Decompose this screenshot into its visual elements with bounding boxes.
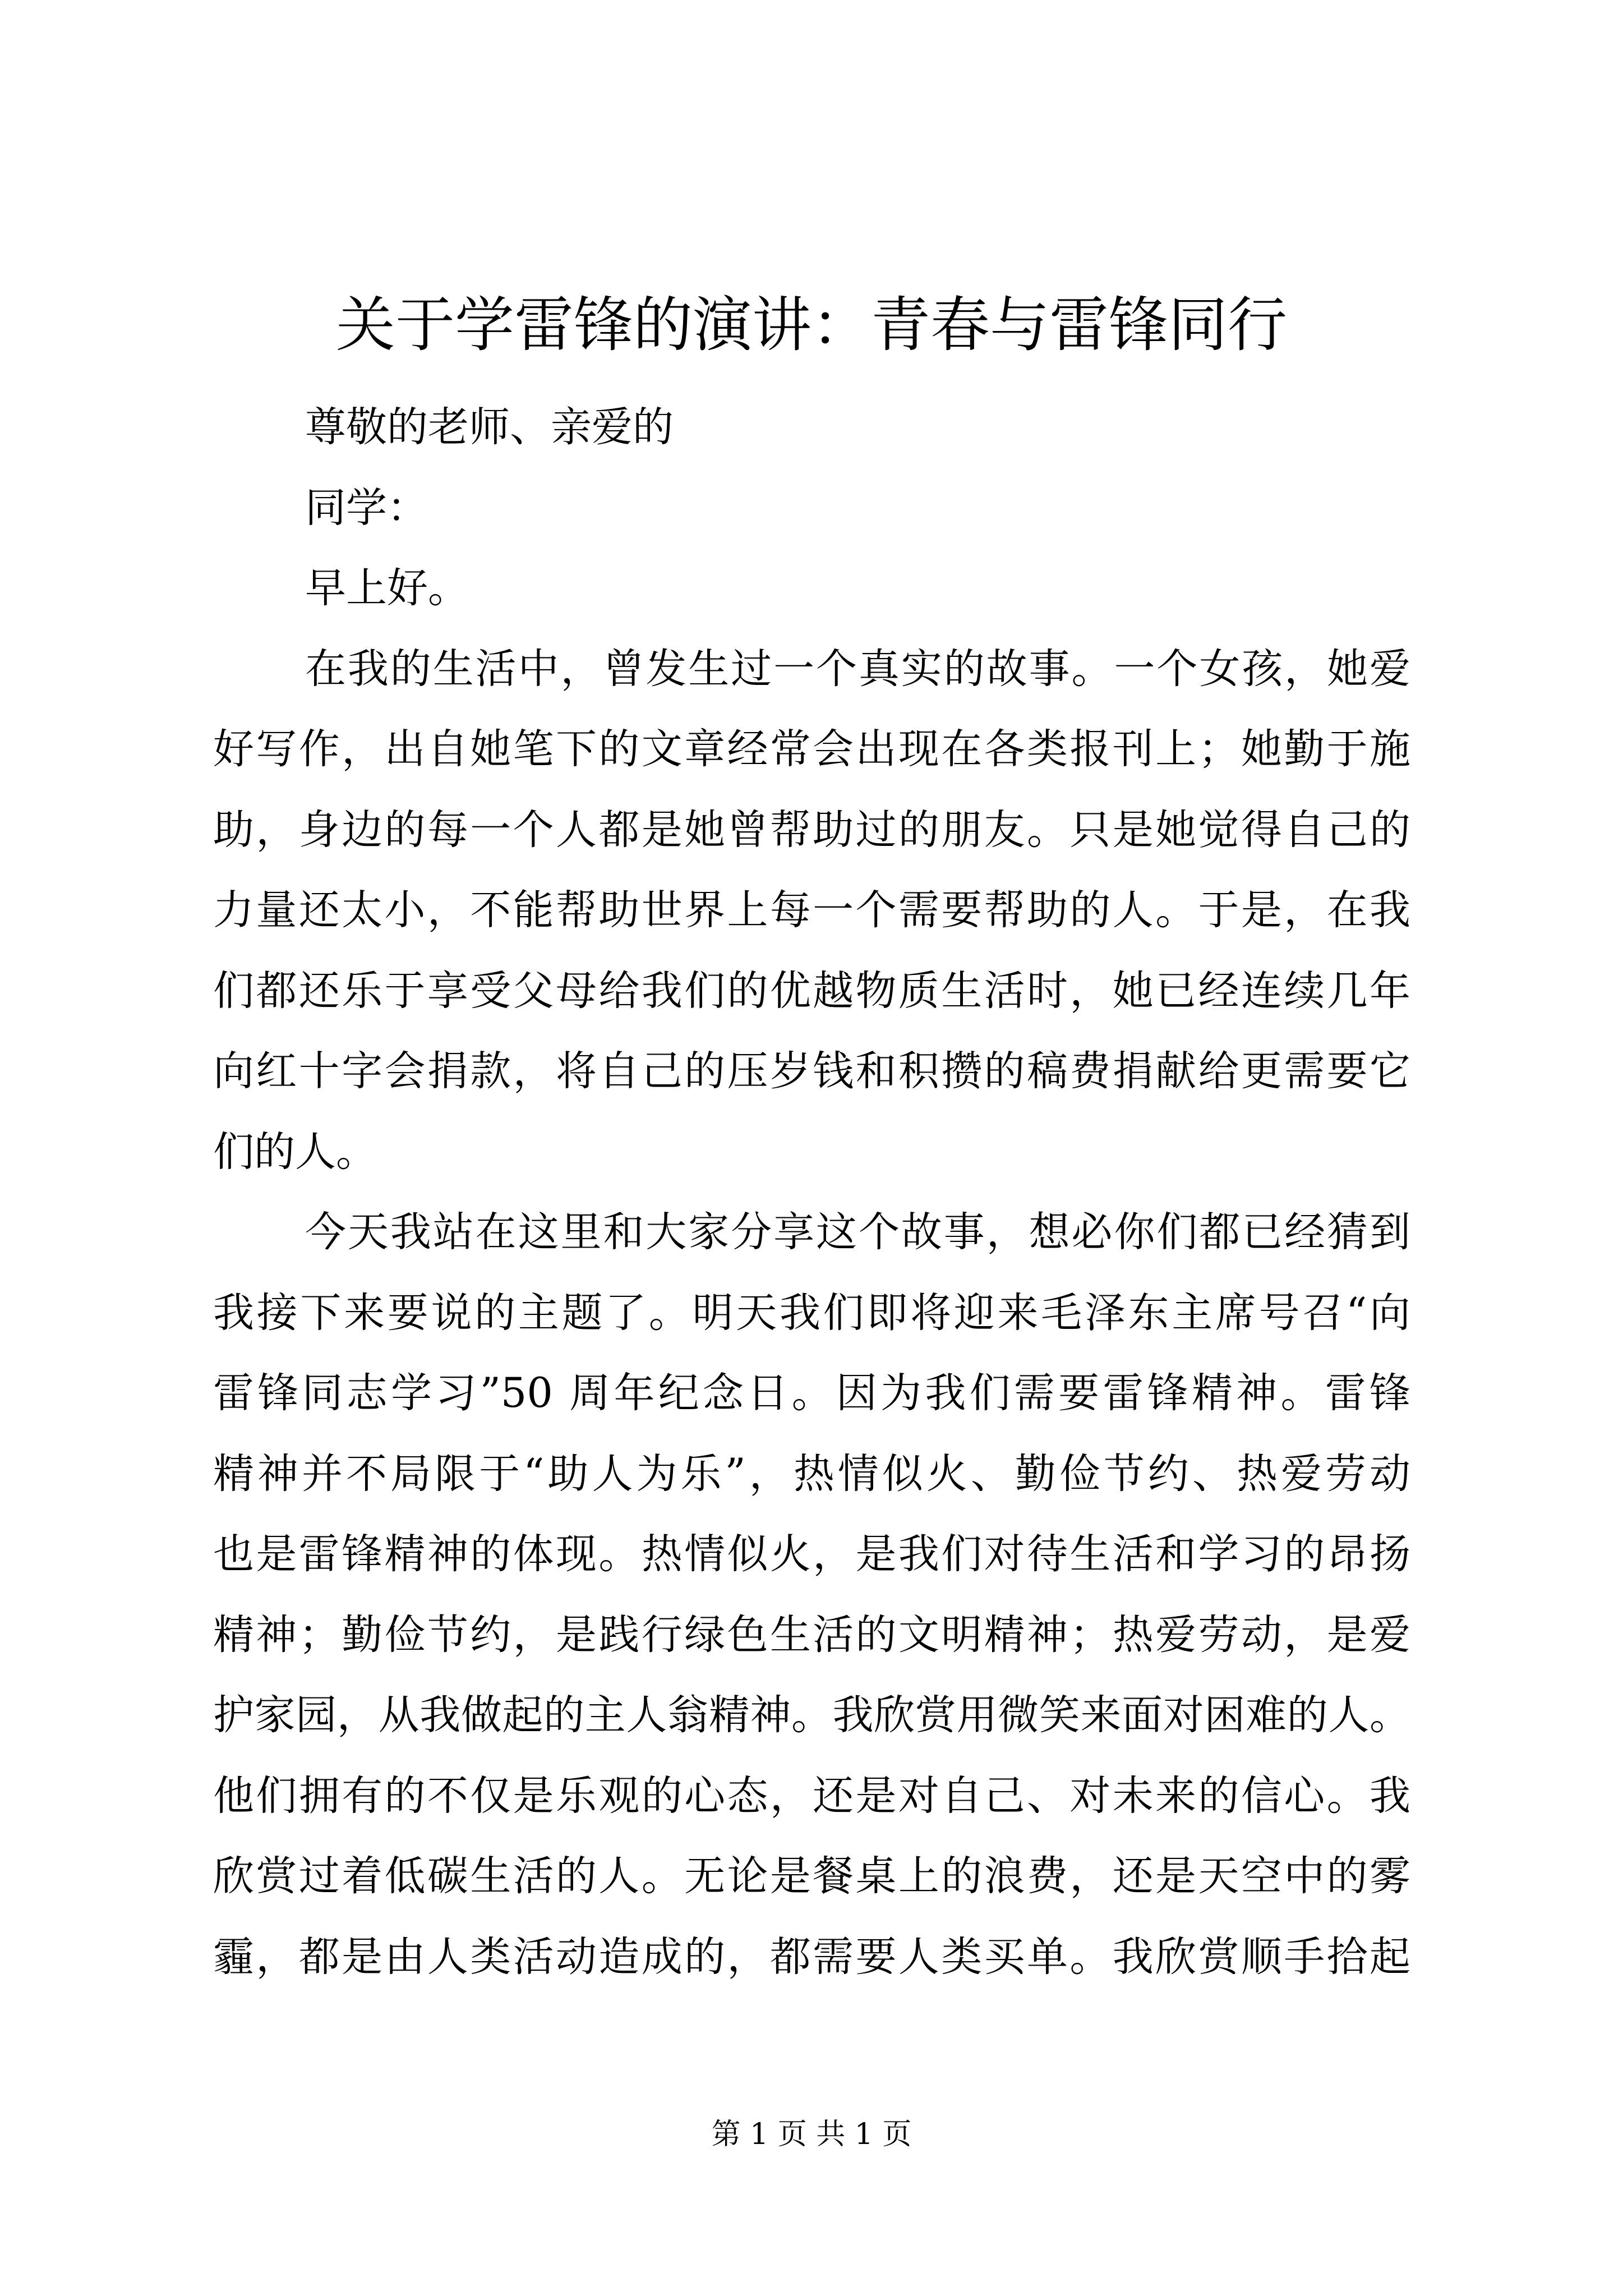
paragraph-1-line: 向红十字会捐款，将自己的压岁钱和积攒的稿费捐献给更需要它 xyxy=(213,1047,1410,1095)
paragraph-2-line: 我接下来要说的主题了。明天我们即将迎来毛泽东主席号召“向 xyxy=(213,1289,1410,1337)
paragraph-1-line: 们的人。 xyxy=(213,1128,377,1176)
paragraph-2-line: 雷锋同志学习”50 周年纪念日。因为我们需要雷锋精神。雷锋 xyxy=(213,1369,1410,1417)
page-footer: 第 1 页 共 1 页 xyxy=(711,2118,912,2151)
paragraph-1-line: 力量还太小，不能帮助世界上每一个需要帮助的人。于是，在我 xyxy=(213,886,1410,934)
paragraph-1-line: 在我的生活中，曾发生过一个真实的故事。一个女孩，她爱 xyxy=(305,645,1410,693)
paragraph-1-line: 助，身边的每一个人都是她曾帮助过的朋友。只是她觉得自己的 xyxy=(213,806,1410,854)
paragraph-2-line: 今天我站在这里和大家分享这个故事，想必你们都已经猜到 xyxy=(305,1208,1410,1256)
paragraph-2-line: 也是雷锋精神的体现。热情似火，是我们对待生活和学习的昂扬 xyxy=(213,1530,1410,1578)
paragraph-2-line: 霾，都是由人类活动造成的，都需要人类买单。我欣赏顺手拾起 xyxy=(213,1932,1410,1981)
paragraph-2-line: 护家园，从我做起的主人翁精神。我欣赏用微笑来面对困难的人。 xyxy=(213,1691,1410,1739)
paragraph-1-line: 们都还乐于享受父母给我们的优越物质生活时，她已经连续几年 xyxy=(213,967,1410,1015)
document-body xyxy=(213,387,1410,1997)
paragraph-2-line: 精神并不局限于“助人为乐”，热情似火、勤俭节约、热爱劳动 xyxy=(213,1450,1410,1498)
paragraph-2-line: 他们拥有的不仅是乐观的心态，还是对自己、对未来的信心。我 xyxy=(213,1772,1410,1820)
paragraph-2-line: 精神；勤俭节约，是践行绿色生活的文明精神；热爱劳动，是爱 xyxy=(213,1611,1410,1659)
greeting-line: 尊敬的老师、亲爱的 xyxy=(305,403,674,451)
greeting-line: 同学： xyxy=(305,484,428,532)
greeting-line: 早上好。 xyxy=(305,564,469,612)
document-title: 关于学雷锋的演讲：青春与雷锋同行 xyxy=(336,291,1287,360)
paragraph-2-line: 欣赏过着低碳生活的人。无论是餐桌上的浪费，还是天空中的雾 xyxy=(213,1852,1410,1900)
paragraph-1-line: 好写作，出自她笔下的文章经常会出现在各类报刊上；她勤于施 xyxy=(213,725,1410,773)
